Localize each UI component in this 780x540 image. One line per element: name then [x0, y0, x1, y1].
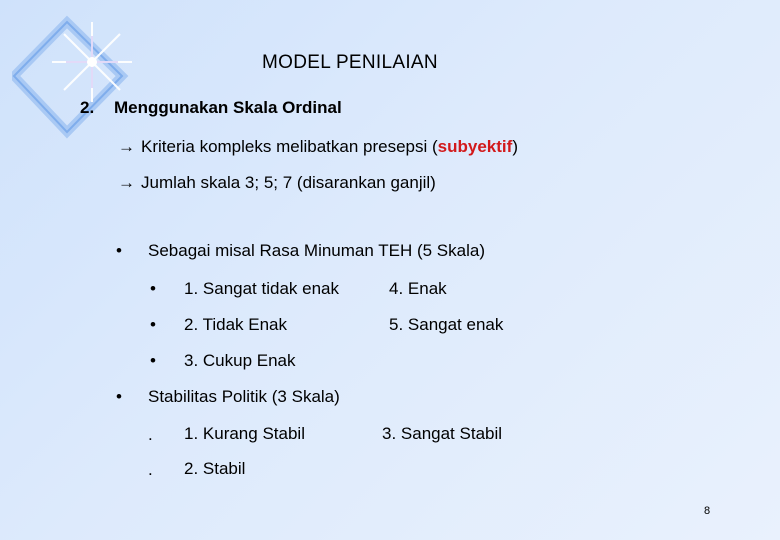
bullet-icon: • — [150, 315, 156, 334]
criteria-text-end: ) — [512, 137, 518, 156]
bullet-icon: • — [150, 279, 156, 298]
arrow-right-icon: → — [118, 173, 135, 192]
dot-marker: . — [148, 460, 153, 479]
slide-title: MODEL PENILAIAN — [262, 52, 438, 73]
heading-text: Menggunakan Skala Ordinal — [114, 98, 342, 117]
heading-number: 2. — [80, 98, 95, 117]
bullet-icon: • — [116, 387, 122, 406]
politics-scale-item: 2. Stabil — [184, 459, 246, 478]
bullet-icon: • — [150, 351, 156, 370]
diamond-star-logo — [12, 14, 132, 144]
example-politics-label: Stabilitas Politik (3 Skala) — [148, 387, 340, 406]
subjective-term: subyektif — [437, 137, 513, 156]
tea-scale-item: 5. Sangat enak — [389, 315, 504, 334]
politics-scale-item: 3. Sangat Stabil — [382, 424, 503, 443]
section-heading — [80, 98, 342, 118]
dot-marker: . — [148, 425, 153, 444]
tea-scale-item: 3. Cukup Enak — [184, 351, 296, 370]
page-number: 8 — [704, 505, 711, 517]
bullet-icon: • — [116, 241, 122, 260]
scale-count-line — [118, 173, 436, 193]
criteria-line — [118, 137, 518, 157]
tea-scale-item: 4. Enak — [389, 279, 447, 298]
scale-count-text: Jumlah skala 3; 5; 7 (disarankan ganjil) — [141, 173, 436, 192]
criteria-text: Kriteria kompleks melibatkan presepsi ( — [141, 137, 438, 156]
politics-scale-item: 1. Kurang Stabil — [184, 424, 305, 443]
tea-scale-item: 2. Tidak Enak — [184, 315, 288, 334]
example-tea-label: Sebagai misal Rasa Minuman TEH (5 Skala) — [148, 241, 485, 260]
tea-scale-item: 1. Sangat tidak enak — [184, 279, 340, 298]
arrow-right-icon: → — [118, 137, 135, 156]
